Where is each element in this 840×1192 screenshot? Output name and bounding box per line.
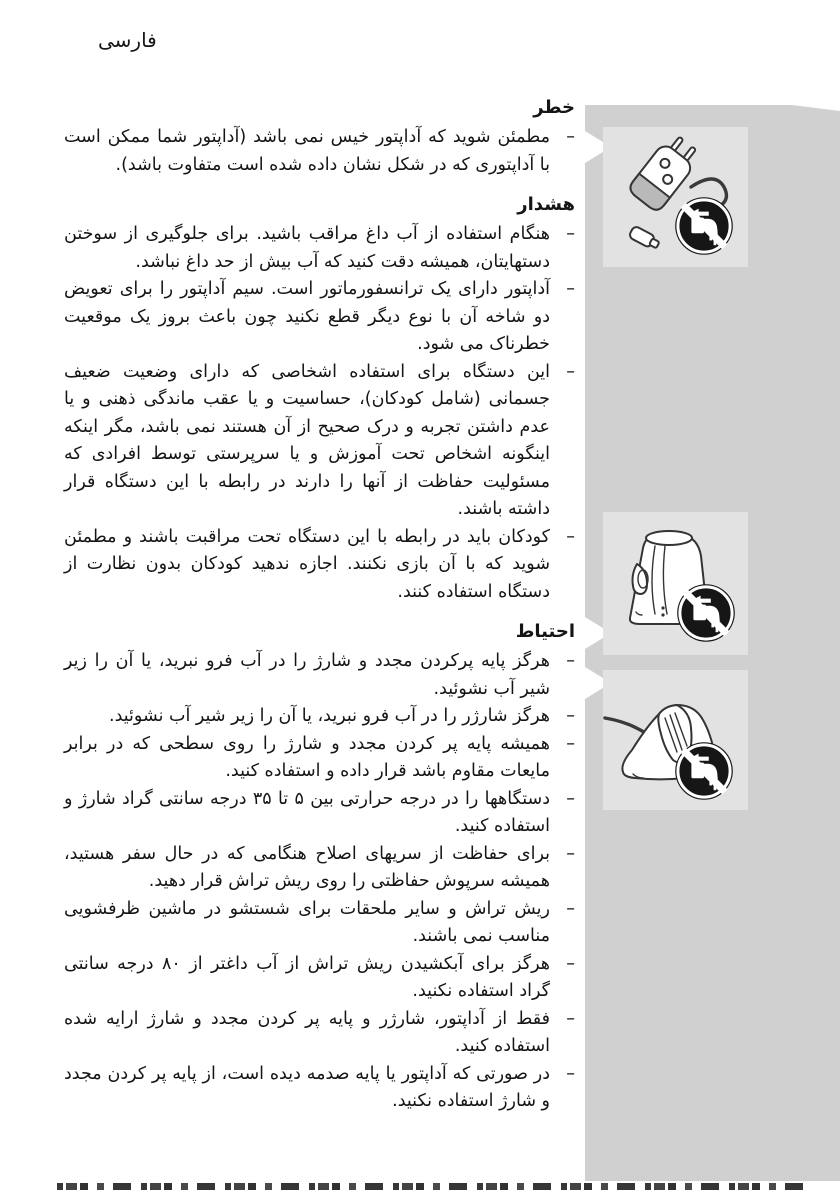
bullet-text: هرگز پایه پرکردن مجدد و شارژ را در آب فرو نبرید، یا آن را زیر شیر آب نشوئید. [64,651,550,699]
bullet-dash: – [566,706,575,726]
no-tap-water-icon [675,197,733,255]
cleaning-base-illustration [603,512,748,655]
bullet-dash: – [566,651,575,671]
bullet-dash: – [566,843,575,864]
safety-bullet [64,1006,575,1061]
bullet-dash: – [566,279,575,299]
bullet-text: مطمئن شوید که آداپتور خیس نمی باشد (آداپتور شما ممکن است با آداپتوری که در شکل نشان داده شده است متفاوت باشد). [64,127,550,175]
safety-bullet [64,703,575,731]
bullet-text: هرگز برای آبکشیدن ریش تراش از آب داغتر از ۸۰ درجه سانتی گراد استفاده نکنید. [64,953,551,1001]
charging-stand-illustration [603,670,748,810]
bullet-dash: – [566,898,575,919]
bullet-dash: – [566,1008,575,1029]
section-warning [64,192,575,606]
bullet-text: کودکان باید در رابطه با این دستگاه تحت مراقبت باشند و مطمئن شوید که با آن بازی نکنند. اجازه ندهید کودکان بدون نظارت از دستگاه استفاده کنند. [64,526,550,602]
safety-bullet [64,359,575,524]
bullet-dash: – [566,224,575,244]
bullet-text: ریش تراش و سایر ملحقات برای شستشو در ماشین ظرفشویی مناسب نمی باشند. [64,898,550,946]
no-tap-water-icon [675,742,733,800]
safety-bullet [64,951,575,1006]
section-caution [64,619,575,1116]
bullet-text: در صورتی که آداپتور یا پایه صدمه دیده است، از پایه پر کردن مجدد و شارژ استفاده نکنید. [64,1063,550,1111]
figure-power-adapter-no-rinse [603,127,748,267]
safety-bullet [64,276,575,359]
bullet-text: همیشه پایه پر کردن مجدد و شارژ را روی سطحی که در برابر مایعات مقاوم باشد قرار داده و استفاده کنید. [64,733,550,781]
bullet-dash: – [566,127,575,147]
safety-bullet [64,648,575,703]
safety-bullet [64,524,575,607]
bullet-dash: – [566,1063,575,1084]
safety-bullet [64,124,575,179]
safety-bullet [64,841,575,896]
figure-charging-stand-no-rinse [603,670,748,810]
bullet-dash: – [566,733,575,754]
section-heading-caution: احتیاط [515,621,575,642]
safety-bullet [64,731,575,786]
section-heading-danger: خطر [533,97,575,118]
panel-corner-cut [792,105,840,111]
bullet-dash: – [566,953,575,974]
figure-cleaning-base-no-rinse [603,512,748,655]
bullet-text: فقط از آداپتور، شارژر و پایه پر کردن مجدد و شارژ ارایه شده استفاده کنید. [64,1008,550,1056]
bullet-text: برای حفاظت از سریهای اصلاح هنگامی که در حال سفر هستید، همیشه سرپوش حفاظتی را روی ریش تراش قرار دهید. [64,843,550,891]
bullet-dash: – [566,361,575,382]
no-tap-water-icon [677,584,735,642]
safety-text-column [64,95,575,1116]
section-heading-warning: هشدار [517,194,575,215]
safety-bullet [64,786,575,841]
bullet-text: آداپتور دارای یک ترانسفورماتور است. سیم آداپتور را برای تعویض دو شاخه آن با نوع دیگر قطع نکنید چون باعث بروز یک موقعیت خطرناک می شود. [64,279,550,354]
bullet-text: هرگز شارژر را در آب فرو نبرید، یا آن را زیر شیر آب نشوئید. [109,706,550,726]
bullet-text: دستگاهها را در درجه حرارتی بین ۵ تا ۳۵ درجه سانتی گراد شارژ و استفاده کنید. [64,788,550,836]
safety-bullet [64,221,575,276]
safety-bullet [64,896,575,951]
safety-bullet [64,1061,575,1116]
bullet-text: این دستگاه برای استفاده اشخاصی که دارای وضعیت ضعیف جسمانی (شامل کودکان)، حساسیت و یا عقب ماندگی ذهنی و یا عدم داشتن تجربه و درک صحیح از آن هستند نمی باشد، مگر اینکه اینگونه اشخاص تحت آموزش و یا سرپرستی توسط افرادی که مسئولیت حفاظت از آنها را دارند در رابطه با این دستگاه قرار داشته باشند. [64,361,550,519]
power-adapter-illustration [603,127,748,267]
cropped-next-page-text-strip [57,1183,809,1190]
bullet-dash: – [566,526,575,547]
bullet-dash: – [566,788,575,809]
bullet-text: هنگام استفاده از آب داغ مراقب باشید. برای جلوگیری از سوختن دستهایتان، همیشه دقت کنید که آب بیش از حد داغ نباشد. [64,224,550,272]
language-label: فارسی [98,28,157,52]
section-danger [64,95,575,179]
